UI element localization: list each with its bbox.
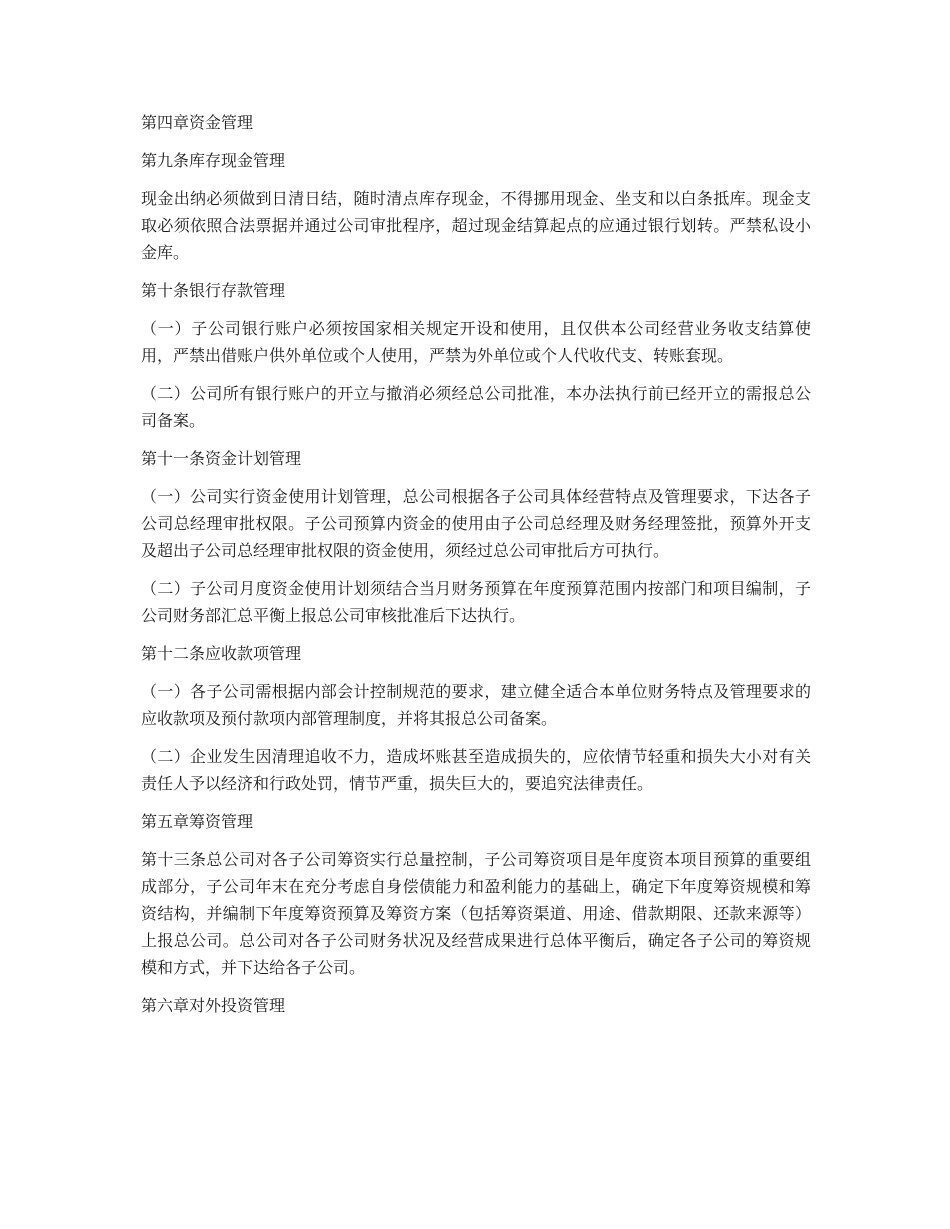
article-heading: 第十一条资金计划管理 [141, 449, 302, 468]
chapter-heading: 第六章对外投资管理 [141, 996, 286, 1015]
paragraph: （一）公司实行资金使用计划管理，总公司根据各子公司具体经营特点及管理要求，下达各子公司总经理审批权限。子公司预算内资金的使用由子公司总经理及财务经理签批，预算外开支及超出子公司总经理审批权限的资金使用，须经过总公司审批后方可执行。 [141, 487, 811, 560]
paragraph: 第十三条总公司对各子公司筹资实行总量控制，子公司筹资项目是年度资本项目预算的重要组成部分，子公司年末在充分考虑自身偿债能力和盈利能力的基础上，确定下年度筹资规模和筹资结构，并编制下年度筹资预算及筹资方案（包括筹资渠道、用途、借款期限、还款来源等）上报总公司。总公司对各子公司财务状况及经营成果进行总体平衡后，确定各子公司的筹资规模和方式，并下达给各子公司。 [141, 850, 811, 977]
paragraph: （二）公司所有银行账户的开立与撤消必须经总公司批准，本办法执行前已经开立的需报总公司备案。 [141, 384, 811, 430]
paragraph: （一）各子公司需根据内部会计控制规范的要求，建立健全适合本单位财务特点及管理要求的应收款项及预付款项内部管理制度，并将其报总公司备案。 [141, 682, 811, 728]
chapter-heading: 第四章资金管理 [141, 113, 254, 132]
paragraph: （二）子公司月度资金使用计划须结合当月财务预算在年度预算范围内按部门和项目编制，子公司财务部汇总平衡上报总公司审核批准后下达执行。 [141, 579, 811, 625]
chapter-heading: 第五章筹资管理 [141, 812, 254, 831]
article-heading: 第九条库存现金管理 [141, 151, 286, 170]
article-heading: 第十条银行存款管理 [141, 281, 286, 300]
document-body [141, 109, 811, 1030]
paragraph: 现金出纳必须做到日清日结，随时清点库存现金，不得挪用现金、坐支和以白条抵库。现金支取必须依照合法票据并通过公司审批程序，超过现金结算起点的应通过银行划转。严禁私设小金库。 [141, 189, 811, 262]
article-heading: 第十二条应收款项管理 [141, 644, 302, 663]
paragraph: （一）子公司银行账户必须按国家相关规定开设和使用，且仅供本公司经营业务收支结算使用，严禁出借账户供外单位或个人使用，严禁为外单位或个人代收代支、转账套现。 [141, 319, 811, 365]
paragraph: （二）企业发生因清理追收不力，造成坏账甚至造成损失的，应依情节轻重和损失大小对有关责任人予以经济和行政处罚，情节严重，损失巨大的，要追究法律责任。 [141, 747, 811, 793]
